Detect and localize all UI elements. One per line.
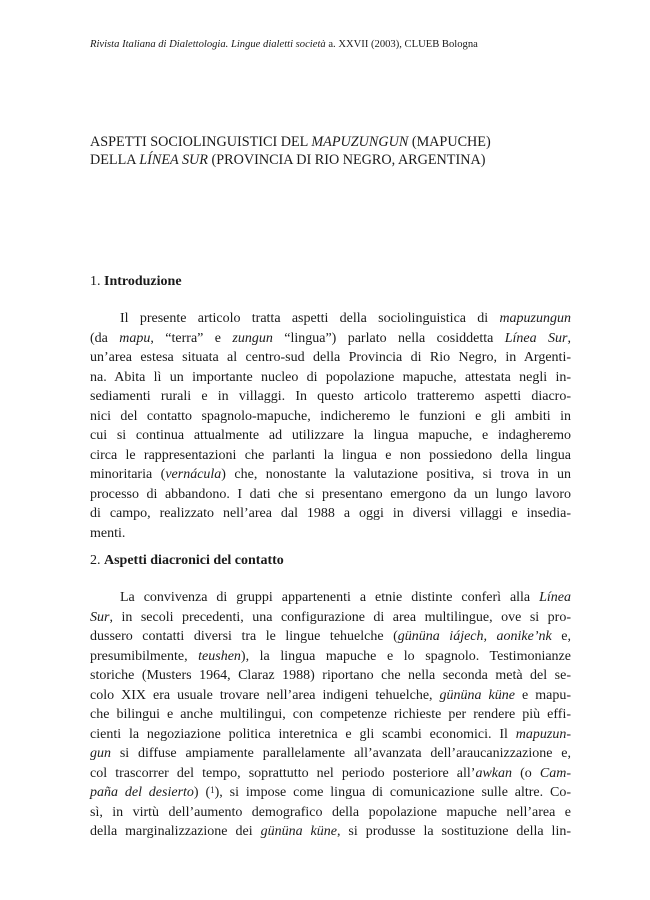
text-line: cui si continua attualmente ad utilizzare la lingua mapuche, e indagheremo xyxy=(90,428,571,443)
text-line: menti. xyxy=(90,525,126,541)
section-2-paragraph xyxy=(90,588,571,842)
text-line: della marginalizzazione dei gününa küne, si produsse la sostituzione della lin- xyxy=(90,824,571,839)
text-line: sediamenti rurali e in villaggi. In questo articolo tratteremo aspetti diacro- xyxy=(90,389,571,404)
footnote-marker[interactable]: 1 xyxy=(210,785,215,795)
section-1-heading xyxy=(90,273,570,291)
text-line: presumibilmente, teushen), la lingua mapuche e lo spagnolo. Testimonianze xyxy=(90,648,571,664)
text-line: La convivenza di gruppi appartenenti a etnie distinte conferì alla Línea xyxy=(120,590,571,605)
text-line: cienti la negoziazione politica interetnica e gli scambi economici. Il mapuzun- xyxy=(90,726,571,742)
text-line: paña del desierto) ($^1$), si impose come lingua di comunicazione sulle altre. Co- xyxy=(90,785,571,800)
text-line: dussero contatti diversi tra le lingue tehuelche (gününa iájech, aonike’nk e, xyxy=(90,629,571,644)
text-line: Sur, in secoli precedenti, una configurazione di area multilingue, ove si pro- xyxy=(90,609,571,625)
text-line: (da mapu, “terra” e zungun “lingua”) parlato nella cosiddetta Línea Sur, xyxy=(90,330,571,346)
text-line: minoritaria (vernácula) che, nonostante la valutazione positiva, si trova in un xyxy=(90,467,571,482)
text-line: na. Abita lì un importante nucleo di popolazione mapuche, attestata negli in- xyxy=(90,369,571,385)
title-line-1: ASPETTI SOCIOLINGUISTICI DEL MAPUZUNGUN (MAPUCHE) xyxy=(90,134,491,150)
text-line: storiche (Musters 1964, Claraz 1988) riportano che nella seconda metà del se- xyxy=(90,668,571,683)
text-line: che bilingui e anche multilingui, con competenze richieste per rendere più effi- xyxy=(90,707,571,722)
text-line: circa le rappresentazioni che parlanti la lingua e non possiedono della lingua xyxy=(90,447,571,463)
title-line-2: DELLA LÍNEA SUR (PROVINCIA DI RIO NEGRO, ARGENTINA) xyxy=(90,152,486,168)
article-title xyxy=(90,133,570,169)
text-line: Il presente articolo tratta aspetti della sociolinguistica di mapuzungun xyxy=(120,311,571,326)
text-line: col trascorrer del tempo, soprattutto nel periodo posteriore all’awkan (o Cam- xyxy=(90,765,571,781)
text-line: gun si diffuse ampiamente parallelamente all’avanzata dell’araucanizzazione e, xyxy=(90,746,571,761)
text-line: sì, in virtù dell’aumento demografico della popolazione mapuche nell’area e xyxy=(90,804,571,820)
text-line: un’area estesa situata al centro-sud della Provincia di Rio Negro, in Argenti- xyxy=(90,350,571,365)
section-number: 2. xyxy=(90,553,104,568)
text-line: processo di abbandono. I dati che si presentano emergono da un lungo lavoro xyxy=(90,486,571,502)
section-1-paragraph xyxy=(90,309,571,543)
running-head xyxy=(90,38,570,52)
text-line: di campo, realizzato nell’area dal 1988 a oggi in diversi villaggi e insedia- xyxy=(90,506,571,521)
section-title: Introduzione xyxy=(104,274,182,289)
journal-name: Rivista Italiana di Dialettologia. Lingue dialetti società xyxy=(90,39,326,50)
text-line: colo XIX era usuale trovare nell’area indigeni tehuelche, gününa küne e mapu- xyxy=(90,687,571,703)
journal-issue: a. XXVII (2003), CLUEB Bologna xyxy=(325,39,478,50)
section-number: 1. xyxy=(90,274,104,289)
text-line: nici del contatto spagnolo-mapuche, indicheremo le funzioni e gli ambiti in xyxy=(90,408,571,424)
section-title: Aspetti diacronici del contatto xyxy=(104,553,284,568)
section-2-heading xyxy=(90,552,570,570)
